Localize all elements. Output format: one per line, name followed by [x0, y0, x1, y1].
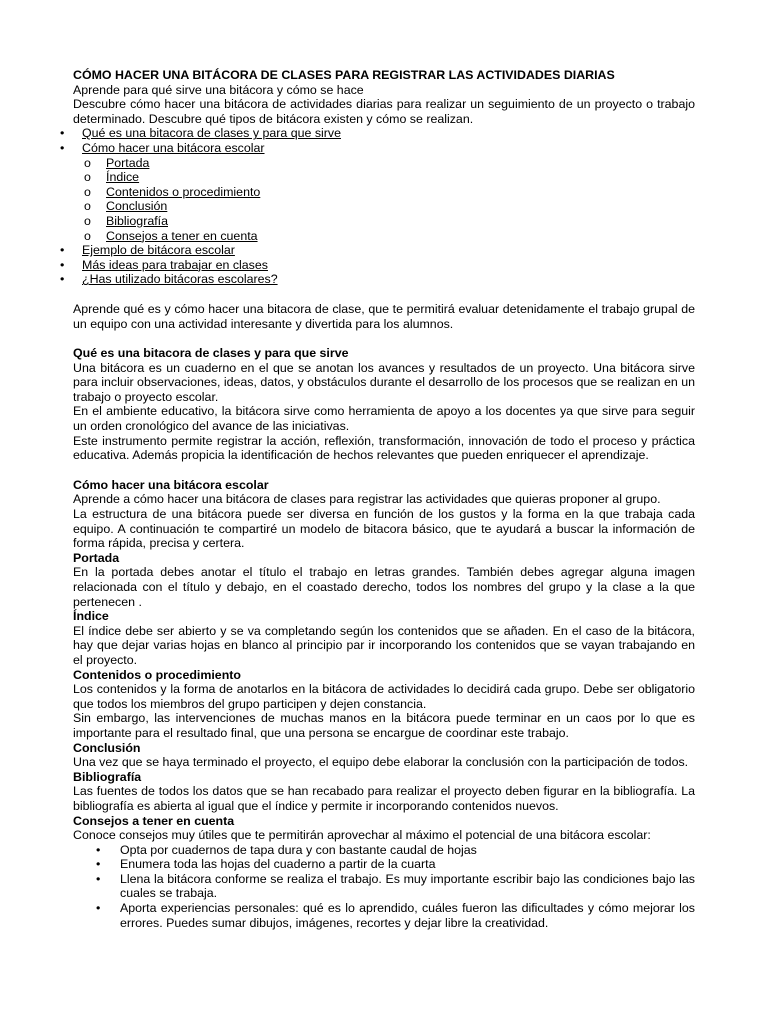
- section-heading-que-es: Qué es una bitacora de clases y para que sirve: [73, 346, 349, 361]
- toc-item[interactable]: [73, 126, 695, 141]
- spacer: [73, 463, 695, 478]
- subheading-consejos: Consejos a tener en cuenta: [73, 813, 235, 828]
- toc-item[interactable]: [73, 141, 695, 156]
- paragraph: En la portada debes anotar el título el trabajo en letras grandes. También debes agregar alguna imagen relacionada con el título y debajo, en el coastado derecho, todos los nombres del grupo y la clase a la que pertenecen .: [73, 565, 695, 609]
- paragraph: En el ambiente educativo, la bitácora sirve como herramienta de apoyo a los docentes ya que sirve para seguir un orden cronológico del avance de las iniciativas.: [73, 404, 695, 434]
- list-item: • Llena la bitácora conforme se realiza el trabajo. Es muy importante escribir bajo las condiciones bajo las cuales se trabaja.: [73, 872, 695, 901]
- toc-link-ejemplo[interactable]: Ejemplo de bitácora escolar: [82, 243, 235, 258]
- subheading-bibliografia: Bibliografía: [73, 769, 142, 784]
- toc-subitem[interactable]: [73, 214, 695, 229]
- intro-paragraph: Descubre cómo hacer una bitácora de actividades diarias para realizar un seguimiento de un proyecto o trabajo determinado. Descubre qué tipos de bitácora existen y cómo se realizan.: [73, 97, 695, 126]
- subheading-conclusion: Conclusión: [73, 740, 141, 755]
- spacer: [73, 287, 695, 302]
- toc-subitem[interactable]: [73, 185, 695, 200]
- toc-link-como-hacer[interactable]: Cómo hacer una bitácora escolar: [82, 140, 265, 155]
- list-item: • Aporta experiencias personales: qué es lo aprendido, cuáles fueron las dificultades y cómo mejorar los errores. Puedes sumar dibujos, imágenes, recortes y dejar libre la creatividad.: [73, 901, 695, 930]
- list-item: • Enumera toda las hojas del cuaderno a partir de la cuarta: [73, 857, 695, 872]
- spacer: [73, 331, 695, 346]
- subheading-portada: Portada: [73, 550, 120, 565]
- paragraph: Una bitácora es un cuaderno en el que se anotan los avances y resultados de un proyecto. Una bitácora sirve para incluir observaciones, ideas, datos, y obstáculos durante el desarrollo de los procesos que se realizan en un trabajo o proyecto escolar.: [73, 360, 695, 404]
- toc-item[interactable]: [73, 272, 695, 287]
- toc-link-mas-ideas[interactable]: Más ideas para trabajar en clases: [82, 257, 268, 272]
- paragraph: El índice debe ser abierto y se va completando según los contenidos que se añaden. En el caso de la bitácora, hay que dejar varias hojas en blanco al principio par ir incorporando los contenidos que se vayan trabajando en el proyecto.: [73, 623, 695, 667]
- toc-item[interactable]: [73, 258, 695, 273]
- toc-link-bibliografia[interactable]: Bibliografía: [106, 213, 168, 228]
- lead-paragraph: Aprende qué es y cómo hacer una bitacora de clase, que te permitirá evaluar detenidamente el trabajo grupal de un equipo con una actividad interesante y divertida para los alumnos.: [73, 301, 695, 331]
- toc-link-portada[interactable]: Portada: [106, 155, 150, 170]
- paragraph: Las fuentes de todos los datos que se han recabado para realizar el proyecto deben figurar en la bibliografía. La bibliografía es abierta al igual que el índice y permite ir incorporando contenidos nuevos.: [73, 784, 695, 813]
- paragraph: Aprende a cómo hacer una bitácora de clases para registrar las actividades que quieras proponer al grupo.: [73, 492, 661, 507]
- toc-link-que-es[interactable]: Qué es una bitacora de clases y para que sirve: [82, 126, 341, 141]
- paragraph: Una vez que se haya terminado el proyecto, el equipo debe elaborar la conclusión con la participación de todos.: [73, 755, 689, 770]
- table-of-contents: [73, 126, 695, 287]
- subheading-indice: Índice: [73, 609, 109, 624]
- toc-link-has-utilizado[interactable]: ¿Has utilizado bitácoras escolares?: [82, 272, 278, 287]
- toc-subitem[interactable]: [73, 170, 695, 185]
- paragraph: Los contenidos y la forma de anotarlos en la bitácora de actividades lo decidirá cada grupo. Debe ser obligatorio que todos los miembros del grupo participen y dejen constancia.: [73, 682, 695, 711]
- paragraph: Este instrumento permite registrar la acción, reflexión, transformación, innovación de todo el proceso y práctica educativa. Además propicia la identificación de hechos relevantes que pueden enriquecer el aprendizaje.: [73, 433, 695, 463]
- toc-link-consejos[interactable]: Consejos a tener en cuenta: [106, 228, 258, 243]
- paragraph: La estructura de una bitácora puede ser diversa en función de los gustos y la forma en la que trabaja cada equipo. A continuación te compartiré un modelo de bitacora básico, que te ayudará a buscar la información de forma rápida, precisa y certera.: [73, 507, 695, 551]
- document-subtitle: Aprende para qué sirve una bitácora y cómo se hace: [73, 82, 364, 97]
- toc-link-conclusion[interactable]: Conclusión: [106, 199, 168, 214]
- tips-list: [73, 843, 695, 931]
- toc-subitem[interactable]: [73, 199, 695, 214]
- subheading-contenidos: Contenidos o procedimiento: [73, 667, 241, 682]
- toc-link-indice[interactable]: Índice: [106, 170, 140, 185]
- toc-item[interactable]: [73, 243, 695, 258]
- toc-link-contenidos[interactable]: Contenidos o procedimiento: [106, 184, 261, 199]
- document-title: CÓMO HACER UNA BITÁCORA DE CLASES PARA REGISTRAR LAS ACTIVIDADES DIARIAS: [73, 68, 615, 82]
- paragraph: Conoce consejos muy útiles que te permitirán aprovechar al máximo el potencial de una bitácora escolar:: [73, 828, 651, 843]
- toc-subitem[interactable]: [73, 156, 695, 171]
- section-heading-como-hacer: Cómo hacer una bitácora escolar: [73, 477, 269, 492]
- toc-subitem[interactable]: [73, 229, 695, 244]
- paragraph: Sin embargo, las intervenciones de muchas manos en la bitácora puede terminar en un caos por lo que es importante para el resultado final, que una persona se encargue de coordinar este trabajo.: [73, 711, 695, 740]
- list-item: • Opta por cuadernos de tapa dura y con bastante caudal de hojas: [73, 843, 695, 858]
- document-page: [73, 68, 695, 930]
